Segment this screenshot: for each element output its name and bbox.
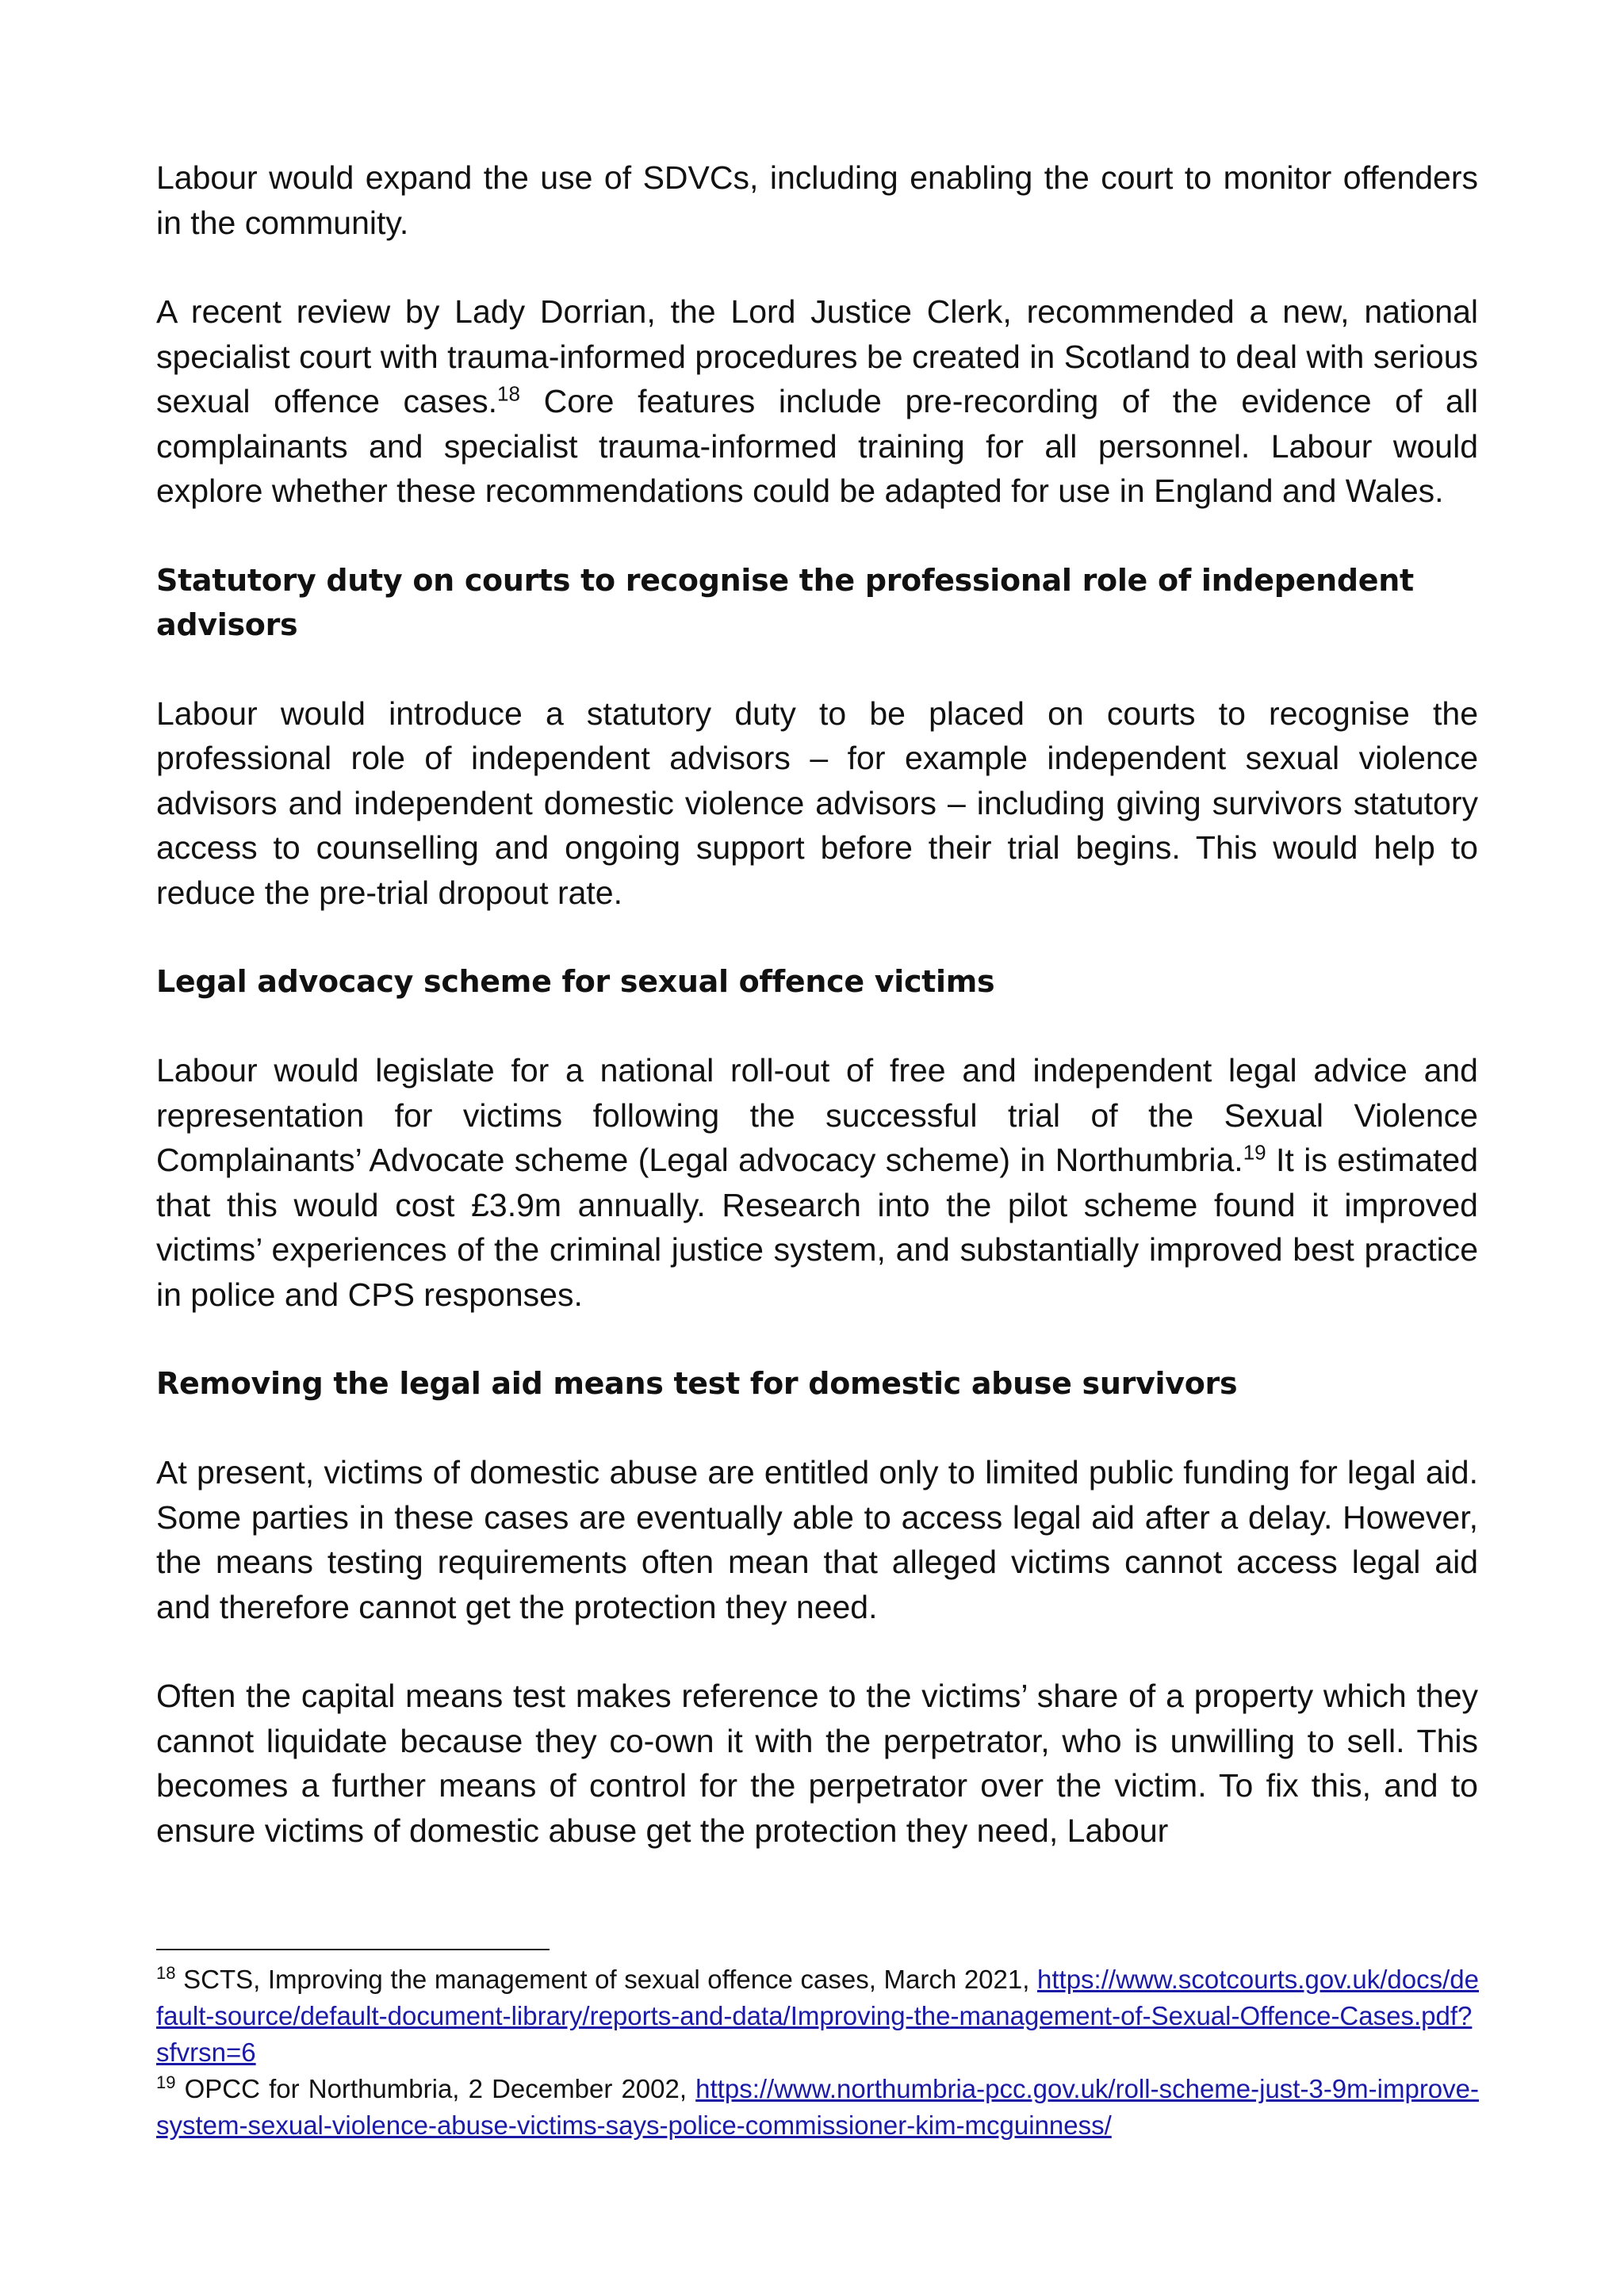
- footnote-18-number: 18: [156, 1963, 176, 1983]
- paragraph-dorrian-text-2: Core features include pre-recording of the evidence of all complainants and specialist trauma-informed training for all personnel. Labour would explore whether these recommendations could be adapted for use in England and Wales.: [156, 383, 1478, 509]
- footnote-ref-18[interactable]: 18: [497, 381, 520, 406]
- paragraph-sdvcs-text: Labour would expand the use of SDVCs, including enabling the court to monitor offenders in the community.: [156, 159, 1478, 241]
- heading-statutory-duty: Statutory duty on courts to recognise the professional role of independent advisors: [156, 562, 1414, 642]
- footnote-18: [156, 1961, 1479, 2071]
- paragraph-legal-aid: [156, 1450, 1478, 1629]
- heading-legal-advocacy: Legal advocacy scheme for sexual offence victims: [156, 964, 995, 999]
- footnote-19: [156, 2071, 1479, 2144]
- footnote-divider: [156, 1949, 550, 1950]
- footnote-ref-19[interactable]: 19: [1243, 1140, 1266, 1165]
- paragraph-legal-advocacy-text-2: It is estimated that this would cost £3.9m annually. Research into the pilot scheme found it improved victims’ experiences of the criminal justice system, and substantially improved best practice in police and CPS responses.: [156, 1142, 1478, 1313]
- paragraph-legal-aid-text: At present, victims of domestic abuse are entitled only to limited public funding for legal aid. Some parties in these cases are eventually able to access legal aid after a delay. However, the means testing requirements often mean that alleged victims cannot access legal aid and therefore cannot get the protection they need.: [156, 1454, 1478, 1625]
- paragraph-sdvcs: [156, 155, 1478, 245]
- heading-legal-aid: Removing the legal aid means test for domestic abuse survivors: [156, 1366, 1238, 1401]
- paragraph-dorrian-review: [156, 289, 1478, 514]
- paragraph-statutory-duty-text: Labour would introduce a statutory duty to be placed on courts to recognise the professional role of independent advisors – for example independent sexual violence advisors and independent domestic violence advisors – including giving survivors statutory access to counselling and ongoing support before their trial begins. This would help to reduce the pre-trial dropout rate.: [156, 695, 1478, 911]
- footnote-19-number: 19: [156, 2072, 176, 2092]
- paragraph-capital-means-test-text: Often the capital means test makes reference to the victims’ share of a property which they cannot liquidate because they co-own it with the perpetrator, who is unwilling to sell. This becomes a further means of control for the perpetrator over the victim. To fix this, and to ensure victims of domestic abuse get the protection they need, Labour: [156, 1678, 1478, 1849]
- footnotes: [156, 1961, 1479, 2144]
- paragraph-statutory-duty: [156, 691, 1478, 916]
- footnote-19-text: OPCC for Northumbria, 2 December 2002,: [175, 2074, 696, 2103]
- footnote-19-link[interactable]: https://www.northumbria-pcc.gov.uk/roll-scheme-just-3-9m-improve-system-sexual-violence-abuse-victims-says-police-commissioner-kim-mcguinness/: [156, 2074, 1479, 2140]
- paragraph-legal-advocacy: [156, 1048, 1478, 1317]
- paragraph-capital-means-test: [156, 1674, 1478, 1853]
- footnote-18-link[interactable]: https://www.scotcourts.gov.uk/docs/default-source/default-document-library/reports-and-data/Improving-the-management-of-Sexual-Offence-Cases.pdf?sfvrsn=6: [156, 1965, 1479, 2067]
- footnote-18-text: SCTS, Improving the management of sexual offence cases, March 2021,: [175, 1965, 1038, 1994]
- paragraph-dorrian-text-1: A recent review by Lady Dorrian, the Lord Justice Clerk, recommended a new, national specialist court with trauma-informed procedures be created in Scotland to deal with serious sexual offence cases.: [156, 293, 1478, 419]
- paragraph-legal-advocacy-text-1: Labour would legislate for a national roll-out of free and independent legal advice and representation for victims following the successful trial of the Sexual Violence Complainants’ Advocate scheme (Legal advocacy scheme) in Northumbria.: [156, 1052, 1478, 1178]
